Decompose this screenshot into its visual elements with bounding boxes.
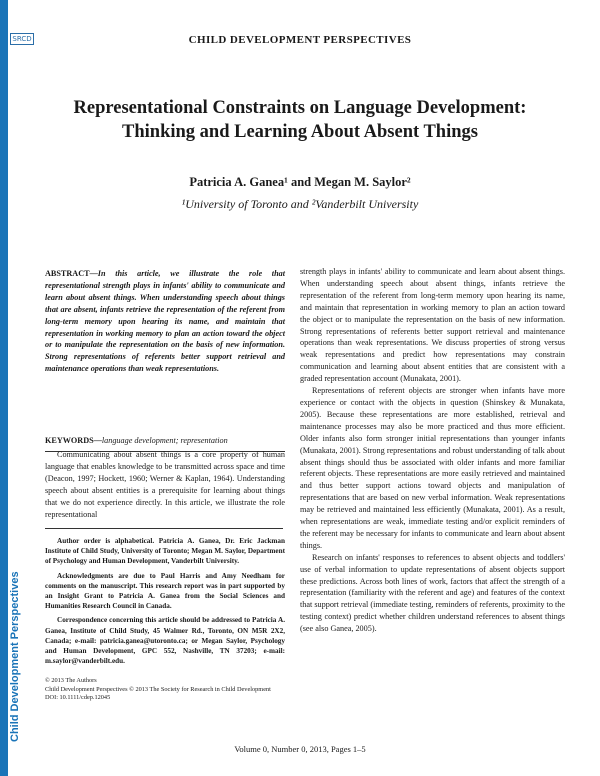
- body-paragraph: Research on infants' responses to references to absent objects and toddlers' use of verbal information to update representations of absent objects support these predictions. Across both lines of work, factors that affect the strength of a representation (familiarity with the referent and age) and features of the context that support retrieval (immediate testing, reminders of referents, proximity to the testing context) predict whether children understand references to absent things (see also Ganea, 2005).: [300, 552, 565, 634]
- author-affiliations: ¹University of Toronto and ²Vanderbilt University: [181, 197, 419, 211]
- copyright-line: © 2013 The Authors: [45, 677, 97, 684]
- abstract-label: ABSTRACT—: [45, 269, 98, 278]
- body-paragraph: strength plays in infants' ability to communicate and learn about absent things. When understanding speech about absent things, infants retrieve the representation of the referent from long-term memory upon hearing its name, and maintain that representation in working memory to plan an action toward the object or to manipulate the representation on the basis of new information. Strong representations of referents better support retrieval and maintenance operations than weak representations. We discuss properties of strong versus weak representations and predict how representations may constrain communication and learning about absent entities that are consistent with a graded representation account (Munakata, 2001).: [300, 267, 565, 384]
- right-column: [300, 266, 565, 635]
- journal-sidebar-bar: [0, 0, 8, 776]
- abstract-text: In this article, we illustrate the role that representational strength plays in infants' ability to communicate and learn about absent things. When understanding speech about things that are absent, infants retrieve the representation of the referent from long-term memory upon hearing its name, and maintain that representation in working memory to plan an action toward the object or to manipulate the representation on the basis of new information. Strong representations of referents better support retrieval and maintenance operations than weak representations.: [45, 269, 285, 374]
- journal-header: CHILD DEVELOPMENT PERSPECTIVES: [188, 34, 412, 46]
- intro-paragraph: Communicating about absent things is a core property of human language that enables knowledge to be transmitted across space and time (Deacon, 1997; Hockett, 1960; Werner & Kaplan, 1964). Understanding speech about absent entities is a prerequisite for learning about things that we do not experience directly. In this article, we illustrate the role representational: [45, 450, 285, 519]
- keywords-label: KEYWORDS—: [45, 436, 102, 445]
- society-logo-icon: SRCD: [10, 33, 34, 45]
- copyright-block: [45, 677, 285, 703]
- page-footer: Volume 0, Number 0, 2013, Pages 1–5: [234, 744, 366, 754]
- keywords-text: language development; representation: [101, 436, 228, 445]
- doi-line: DOI: 10.1111/cdep.12045: [45, 694, 111, 702]
- notes-divider: [45, 528, 283, 529]
- footnotes: [45, 536, 285, 670]
- keywords: [45, 435, 285, 447]
- sidebar-journal-title: Child Development Perspectives: [9, 571, 21, 742]
- abstract: [45, 268, 285, 375]
- author-order-note: Author order is alphabetical. Patricia A. Ganea, Dr. Eric Jackman Institute of Child Study, University of Toronto; Megan M. Saylor, Department of Psychology and Human Development, Vanderbilt University.: [45, 537, 285, 566]
- body-paragraph: Representations of referent objects are stronger when infants have more experience or contact with the objects in question (Shinskey & Munakata, 2005). Because these representations are more established, retrieval and maintenance processes may also be more practiced and thus more efficient. Older infants also form stronger initial representations than younger infants (Munakata, 2001). Strong representations and robust understanding of talk about absent things should thus be associated with older infants and more familiar referent objects. These representations are more easily retrieved and maintained and thus better support actions toward objects and manipulation of representations that are based on new verbal information. Weak representations may be retrieved and maintained less efficiently (Munakata, 2001). As a result, when representations are weak, immediate testing and/or explicit reminders of the referent may be necessary for infants to communicate and learn about absent things.: [300, 386, 565, 550]
- acknowledgments-note: Acknowledgments are due to Paul Harris and Amy Needham for comments on the manuscript. This research report was in part supported by an Insight Grant to Patricia A. Ganea from the Social Sciences and Humanities Research Council in Canada.: [45, 571, 285, 611]
- article-authors: Patricia A. Ganea¹ and Megan M. Saylor²: [189, 175, 411, 189]
- correspondence-note: Correspondence concerning this article should be addressed to Patricia A. Ganea, Institute of Child Study, 45 Walmer Rd., Toronto, ON M5R 2X2, Canada; e-mail: patricia.ganea@utoronto.ca; or Megan Saylor, Psychology and Human Development, GPC 552, Nashville, TN 37203; e-mail: m.saylor@vanderbilt.edu.: [45, 616, 285, 666]
- intro-section: [45, 449, 285, 520]
- article-title: Representational Constraints on Language Development: Thinking and Learning About Absent Things: [73, 98, 527, 142]
- copyright-line: Child Development Perspectives © 2013 The Society for Research in Child Development: [45, 685, 271, 693]
